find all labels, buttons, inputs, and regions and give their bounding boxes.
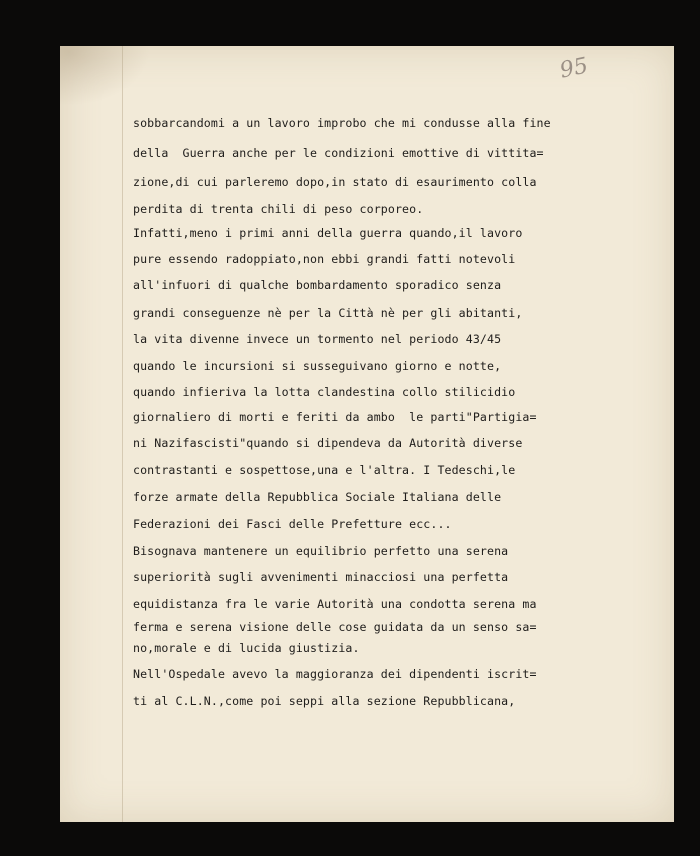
paper-stain: [60, 46, 150, 106]
text-line-9: la vita divenne invece un tormento nel periodo 43/45: [133, 332, 502, 346]
text-line-7: all'infuori di qualche bombardamento sporadico senza: [133, 278, 502, 292]
text-line-18: superiorità sugli avvenimenti minacciosi una perfetta: [133, 570, 509, 584]
text-line-3: zione,di cui parleremo dopo,in stato di esaurimento colla: [133, 175, 537, 189]
text-line-4: perdita di trenta chili di peso corporeo.: [133, 202, 424, 216]
text-line-20: ferma e serena visione delle cose guidata da un senso sa=: [133, 620, 537, 634]
text-line-5: Infatti,meno i primi anni della guerra quando,il lavoro: [133, 226, 523, 240]
text-line-2: della Guerra anche per le condizioni emottive di vittita=: [133, 146, 544, 160]
text-line-6: pure essendo radoppiato,non ebbi grandi fatti notevoli: [133, 252, 516, 266]
text-line-14: contrastanti e sospettose,una e l'altra. I Tedeschi,le: [133, 463, 516, 477]
text-line-10: quando le incursioni si susseguivano giorno e notte,: [133, 359, 502, 373]
text-line-19: equidistanza fra le varie Autorità una condotta serena ma: [133, 597, 537, 611]
text-line-12: giornaliero di morti e feriti da ambo le parti"Partigia=: [133, 410, 537, 424]
text-line-1: sobbarcandomi a un lavoro improbo che mi condusse alla fine: [133, 116, 551, 130]
text-line-22: Nell'Ospedale avevo la maggioranza dei dipendenti iscrit=: [133, 667, 537, 681]
text-line-11: quando infieriva la lotta clandestina collo stilicidio: [133, 385, 516, 399]
text-line-16: Federazioni dei Fasci delle Prefetture ecc...: [133, 517, 452, 531]
text-line-13: ni Nazifascisti"quando si dipendeva da Autorità diverse: [133, 436, 523, 450]
text-line-21: no,morale e di lucida giustizia.: [133, 641, 360, 655]
text-line-23: ti al C.L.N.,come poi seppi alla sezione Repubblicana,: [133, 694, 516, 708]
text-line-17: Bisognava mantenere un equilibrio perfetto una serena: [133, 544, 509, 558]
handwritten-page-number: 95: [557, 53, 591, 84]
text-line-8: grandi conseguenze nè per la Città nè per gli abitanti,: [133, 306, 523, 320]
text-line-15: forze armate della Repubblica Sociale Italiana delle: [133, 490, 502, 504]
margin-fold-line: [122, 46, 123, 822]
